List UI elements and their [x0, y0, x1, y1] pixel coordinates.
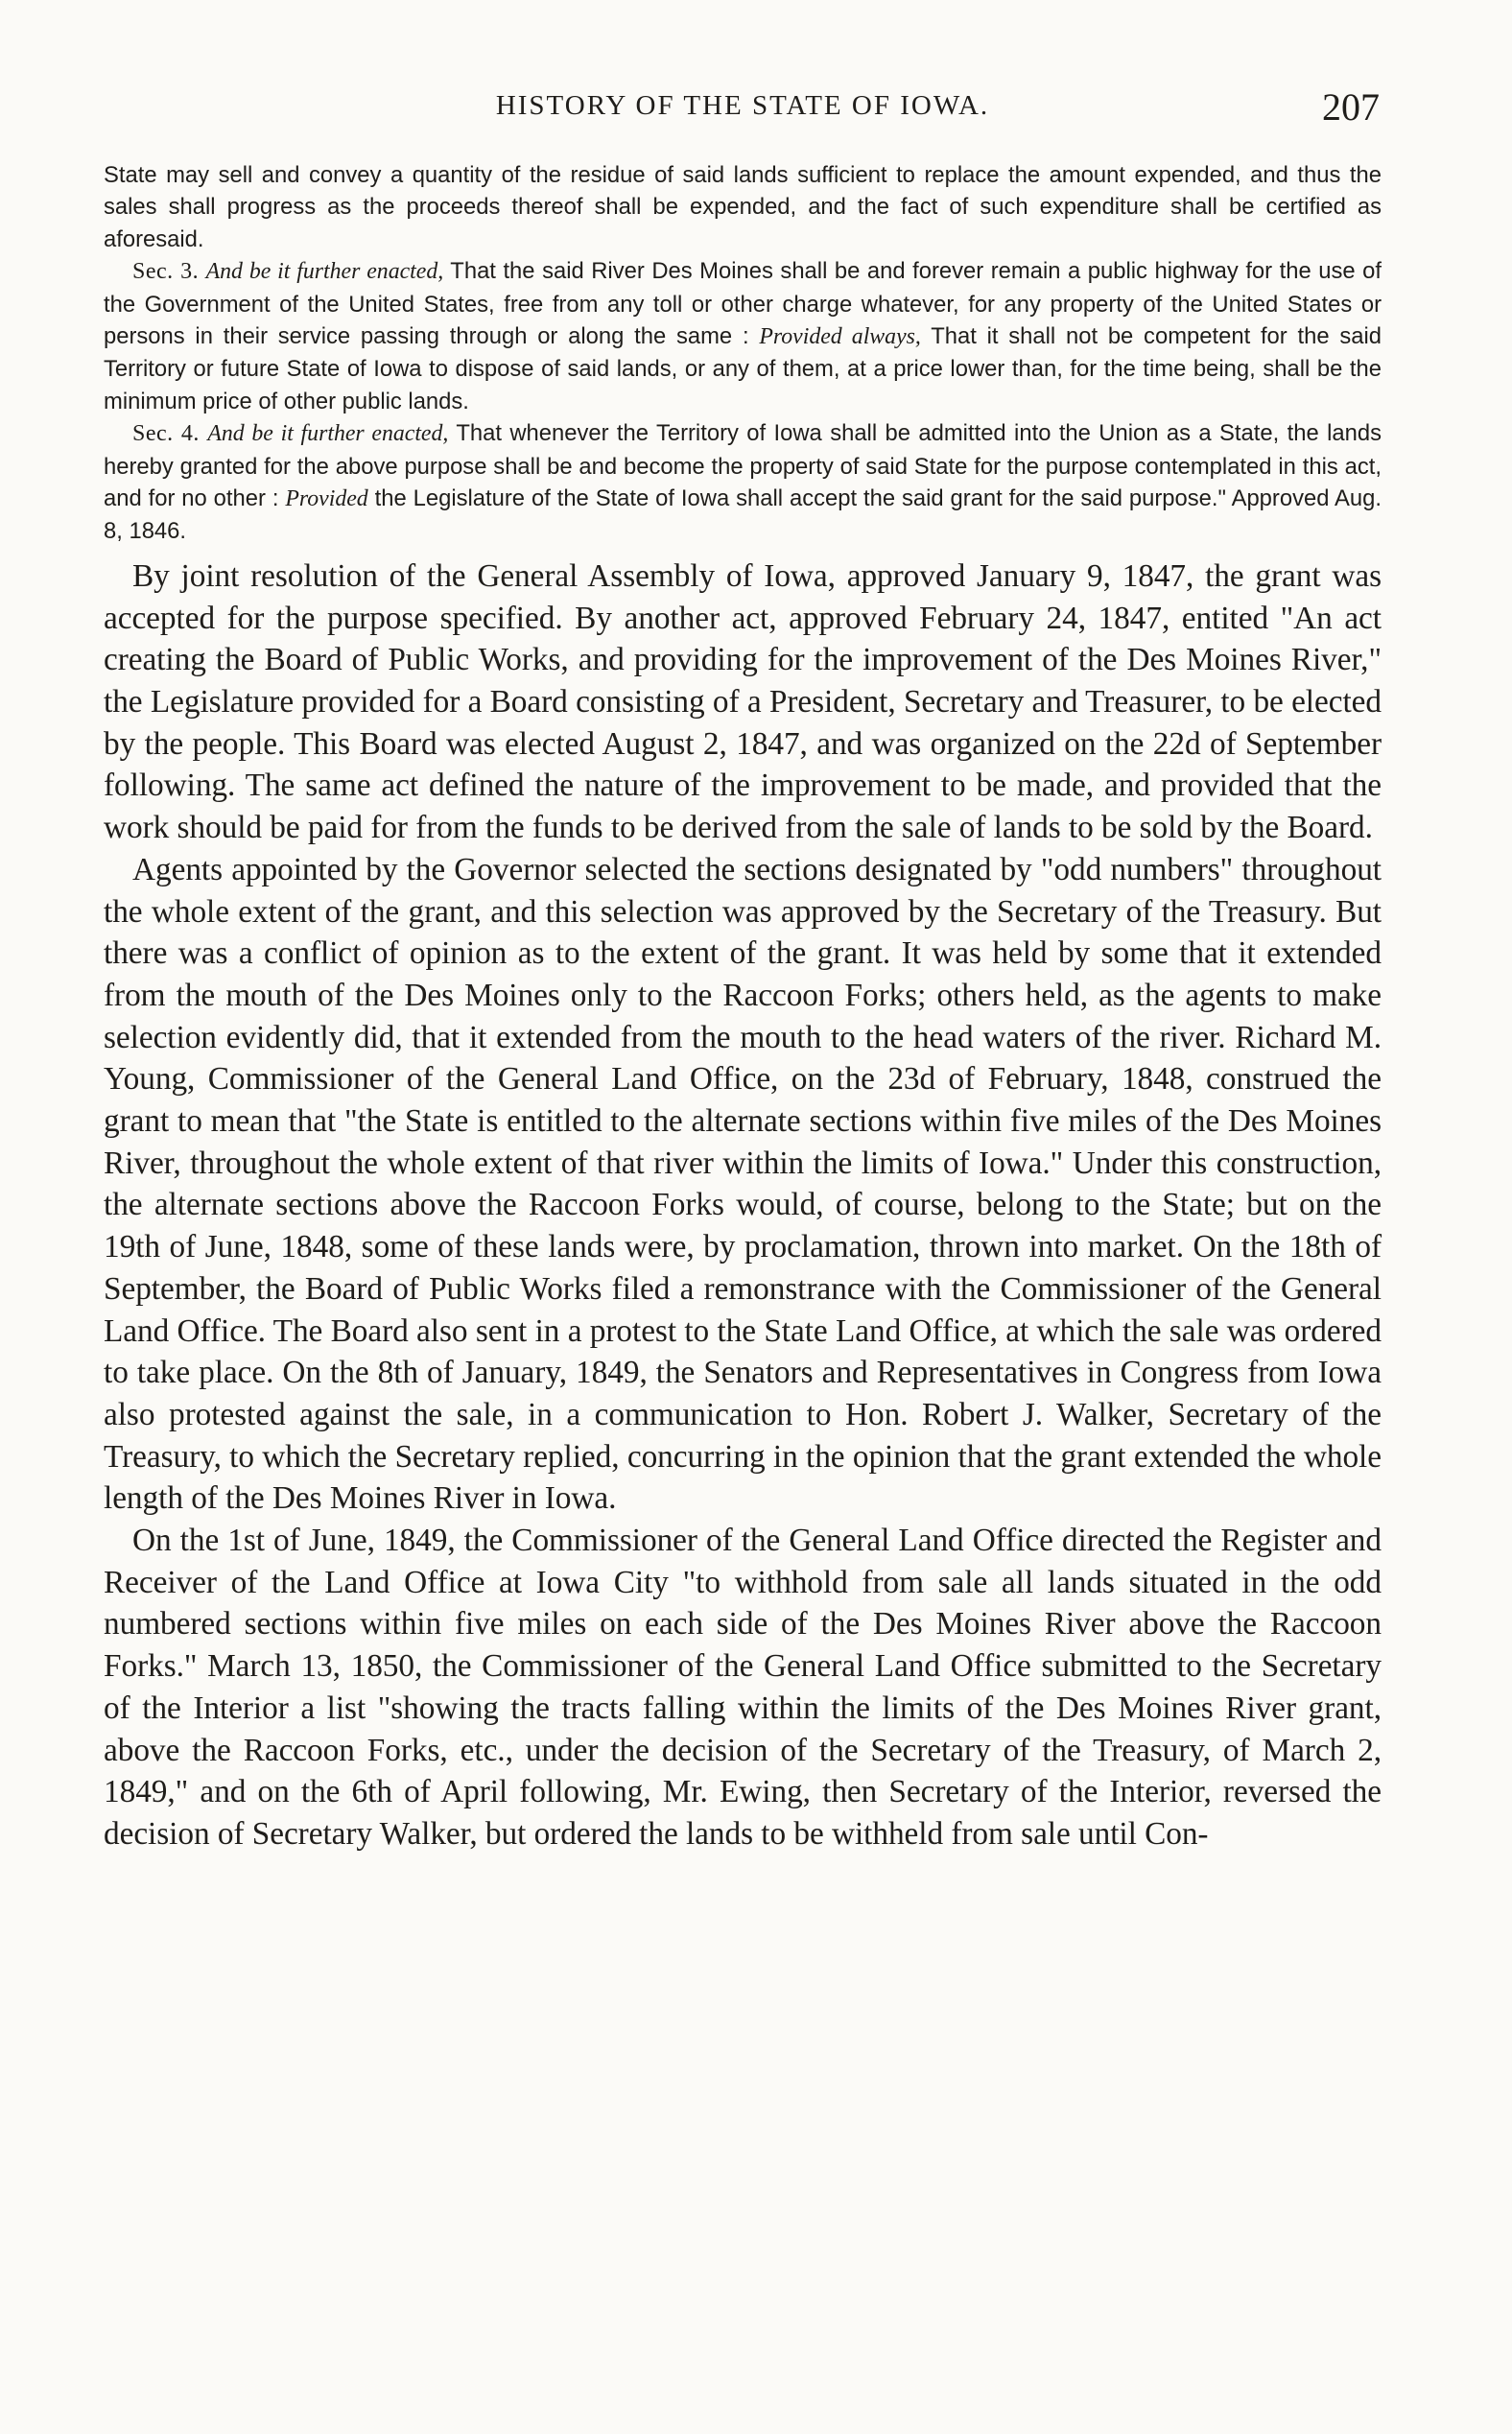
section-text: That the said River Des Moines shall be and forever remain a public highway for the use of the Government of the United States, free from any toll or other charge whatever, for any property of the United States or persons in their service passing through or along the same : — [104, 258, 1382, 350]
enacting-clause: And be it further enacted, — [205, 259, 444, 285]
proviso-clause: Provided — [285, 486, 368, 512]
proviso-clause: Provided always, — [759, 324, 921, 350]
section-text: That whenever the Territory of Iowa shall be admitted into the Union as a State, the lands hereby granted for the above purpose shall be and become the property of said State for the purpose contemplated in this act, and for no other : — [104, 420, 1382, 512]
page-number: 207 — [1322, 85, 1380, 129]
book-page — [104, 84, 1382, 2397]
section-label: Sec. 3. — [132, 259, 200, 285]
statute-section-3 — [104, 255, 1382, 417]
running-head — [104, 84, 1382, 142]
section-text: That it shall not be competent for the said Territory or future State of Iowa to dispose of said lands, or any of them, at a price lower than, for the time being, shall be the minimum price of other public lands. — [104, 323, 1382, 414]
section-label: Sec. 4. — [132, 421, 200, 447]
body-paragraph-1: By joint resolution of the General Assembly of Iowa, approved January 9, 1847, the grant was accepted for the purpose specified. By another act, approved February 24, 1847, entited "An act creating the Board of Public Works, and providing for the improvement of the Des Moines River," the Legislature provided for a Board consisting of a President, Secretary and Treasurer, to be elected by the people. This Board was elected August 2, 1847, and was organized on the 22d of September following. The same act defined the nature of the improvement to be made, and provided that the work should be paid for from the funds to be derived from the sale of lands to be sold by the Board. — [104, 557, 1382, 846]
section-text: the Legislature of the State of Iowa shall accept the said grant for the said purpose." Approved Aug. 8, 1846. — [104, 485, 1382, 545]
statute-paragraph: State may sell and convey a quantity of the residue of said lands sufficient to replace the amount expended, and thus the sales shall progress as the proceeds thereof shall be expended, and the fact of such expenditure shall be certified as aforesaid. — [104, 162, 1382, 252]
running-title: HISTORY OF THE STATE OF IOWA. — [495, 90, 990, 121]
enacting-clause: And be it further enacted, — [207, 421, 449, 447]
body-paragraph-3: On the 1st of June, 1849, the Commissioner of the General Land Office directed the Register and Receiver of the Land Office at Iowa City "to withhold from sale all lands situated in the odd numbered sections within five miles on each side of the Des Moines River above the Raccoon Forks." March 13, 1850, the Commissioner of the General Land Office submitted to the Secretary of the Interior a list "showing the tracts falling within the limits of the Des Moines River grant, above the Raccoon Forks, etc., under the decision of the Secretary of the Treasury, of March 2, 1849," and on the 6th of April following, Mr. Ewing, then Secretary of the Interior, reversed the decision of Secretary Walker, but ordered the lands to be withheld from sale until Con- — [104, 1523, 1382, 1852]
statute-quotation — [104, 159, 1382, 548]
statute-section-4 — [104, 417, 1382, 548]
body-paragraph-2: Agents appointed by the Governor selected the sections designated by "odd numbers" throughout the whole extent of the grant, and this selection was approved by the Secretary of the Treasury. But there was a conflict of opinion as to the extent of the grant. It was held by some that it extended from the mouth of the Des Moines only to the Raccoon Forks; others held, as the agents to make selection evidently did, that it extended from the mouth to the head waters of the river. Richard M. Young, Commissioner of the General Land Office, on the 23d of February, 1848, construed the grant to mean that "the State is entitled to the alternate sections within five miles of the Des Moines River, throughout the whole extent of that river within the limits of Iowa." Under this construction, the alternate sections above the Raccoon Forks would, of course, belong to the State; but on the 19th of June, 1848, some of these lands were, by proclamation, thrown into market. On the 18th of September, the Board of Public Works filed a remonstrance with the Commissioner of the General Land Office. The Board also sent in a protest to the State Land Office, at which the sale was ordered to take place. On the 8th of January, 1849, the Senators and Representatives in Congress from Iowa also protested against the sale, in a communication to Hon. Robert J. Walker, Secretary of the Treasury, to which the Secretary replied, concurring in the opinion that the grant extended the whole length of the Des Moines River in Iowa. — [104, 851, 1382, 1517]
body-text — [104, 555, 1382, 1855]
